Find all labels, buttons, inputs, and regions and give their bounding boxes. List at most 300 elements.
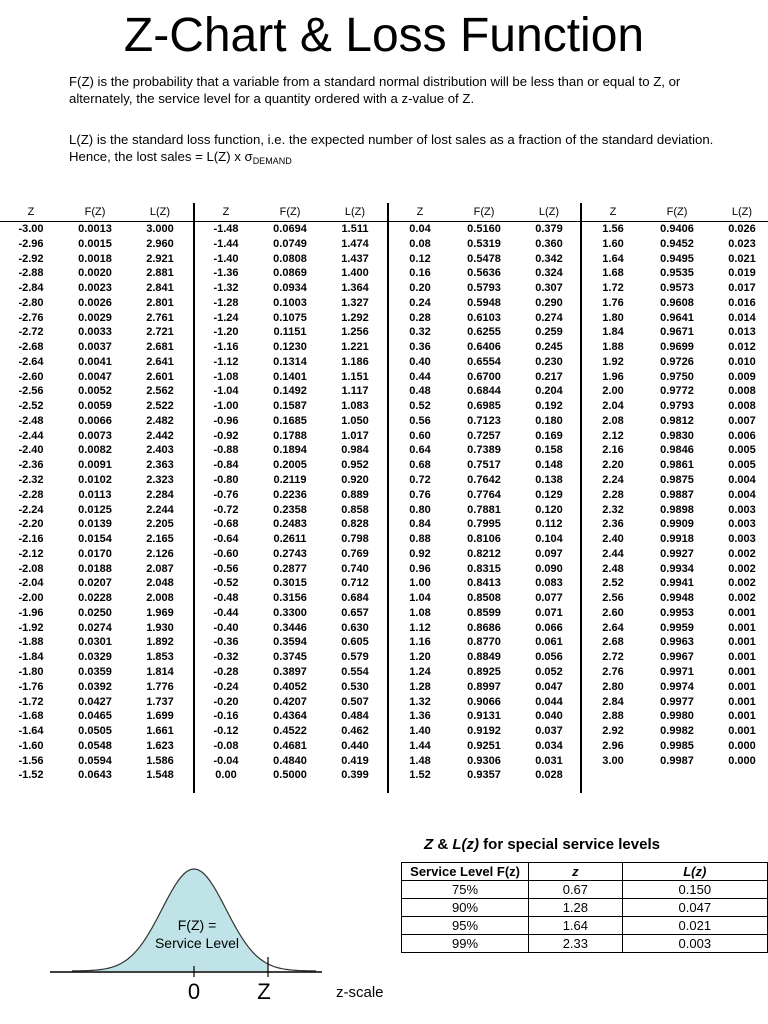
column-header-z: Z <box>27 206 35 218</box>
table-row <box>195 237 387 252</box>
cell-z: 1.76 <box>602 296 624 309</box>
cell-z: -1.24 <box>213 311 239 324</box>
table-row <box>389 458 580 473</box>
table-row <box>195 739 387 754</box>
lz-definition-text: L(Z) is the standard loss function, i.e. the expected number of lost sales as a fraction of the standard deviation. Hence, the lost sales = L(Z) x σ <box>69 132 714 164</box>
cell-z: -0.44 <box>213 606 239 619</box>
cell-fz: 0.9971 <box>660 665 694 678</box>
cell-z: 1.24 <box>409 665 431 678</box>
table-row <box>195 576 387 591</box>
cell-z: 1.48 <box>409 754 431 767</box>
axis-label-z-scale: z-scale <box>336 984 384 1001</box>
axis-label-zero: 0 <box>187 979 201 1004</box>
cell-z: -1.08 <box>213 370 239 383</box>
cell-lz: 0.066 <box>535 621 563 634</box>
cell-fz: 0.2358 <box>273 503 307 516</box>
table-row <box>195 665 387 680</box>
cell-fz: 0.0188 <box>78 562 112 575</box>
cell-z: 2.12 <box>602 429 624 442</box>
cell-fz: 0.0082 <box>78 444 112 457</box>
table-row <box>195 370 387 385</box>
cell-lz: 1.117 <box>341 385 369 398</box>
cell-z: -0.36 <box>213 636 239 649</box>
table-header-row <box>582 205 768 222</box>
table-row <box>0 355 193 370</box>
fz-definition: F(Z) is the probability that a variable from a standard normal distribution will be less than or equal to Z, or alternately, the service level for a quantity ordered with a z-value of Z. <box>69 74 681 106</box>
cell-fz: 0.0207 <box>78 577 112 590</box>
table-row <box>195 473 387 488</box>
cell-lz: 0.605 <box>341 636 369 649</box>
z-table <box>0 203 768 795</box>
table-row <box>195 266 387 281</box>
cell-fz: 0.0170 <box>78 547 112 560</box>
cell-fz: 0.7389 <box>467 444 501 457</box>
cell-lz: 2.205 <box>146 518 174 531</box>
cell-lz: 0.002 <box>728 547 756 560</box>
page-title: Z-Chart & Loss Function <box>123 9 645 62</box>
cell-lz: 0.003 <box>728 533 756 546</box>
cell-fz: 0.0250 <box>78 606 112 619</box>
table-group-2 <box>195 203 389 793</box>
cell-lz: 1.364 <box>341 282 369 295</box>
cell-lz: 0.798 <box>341 533 369 546</box>
cell-z: 1.28 <box>409 680 431 693</box>
cell-lz: 0.712 <box>341 577 369 590</box>
cell-lz: 0.158 <box>535 444 563 457</box>
cell-fz: 0.5319 <box>467 237 501 250</box>
cell-fz: 0.8106 <box>467 533 501 546</box>
cell-z: -1.36 <box>213 267 239 280</box>
table-row <box>389 547 580 562</box>
cell-fz: 0.9980 <box>660 710 694 723</box>
cell-fz: 0.9830 <box>660 429 694 442</box>
cell-fz: 0.9948 <box>660 592 694 605</box>
cell-lz: 0.017 <box>728 282 756 295</box>
cell-fz: 0.9959 <box>660 621 694 634</box>
cell-lz: 2.323 <box>146 474 174 487</box>
cell-lz: 0.012 <box>728 341 756 354</box>
table-row <box>195 340 387 355</box>
cell-fz: 0.9967 <box>660 651 694 664</box>
cell-fz: 0.2611 <box>273 533 307 546</box>
cell-lz: 2.960 <box>146 237 174 250</box>
cell-fz: 0.4840 <box>273 754 307 767</box>
cell-z: -1.48 <box>213 223 239 235</box>
table-row <box>0 473 193 488</box>
cell-lz: 0.037 <box>535 725 563 738</box>
cell-fz: 0.0869 <box>273 267 307 280</box>
cell-lz: 0.005 <box>728 459 756 472</box>
cell-fz: 0.6985 <box>467 400 501 413</box>
cell-fz: 0.9987 <box>660 754 694 767</box>
cell-lz: 1.221 <box>341 341 369 354</box>
special-title-z: Z <box>424 836 434 853</box>
special-title-rest: for special service levels <box>479 836 660 853</box>
cell-lz: 0.097 <box>535 547 563 560</box>
cell-z: -1.96 <box>18 606 44 619</box>
cell-z: -2.60 <box>18 370 44 383</box>
cell-fz: 0.9974 <box>660 680 694 693</box>
cell-lz: 0.440 <box>341 739 369 752</box>
table-row <box>389 503 580 518</box>
cell-fz: 0.8413 <box>467 577 501 590</box>
table-row <box>195 429 387 444</box>
cell-z: -0.64 <box>213 533 239 546</box>
special-header-row <box>402 863 768 881</box>
table-row <box>389 517 580 532</box>
cell-lz: 2.165 <box>146 533 174 546</box>
cell-lz: 0.061 <box>535 636 563 649</box>
service-level-area <box>72 869 268 971</box>
column-header-lz: L(Z) <box>149 206 171 218</box>
cell-fz: 0.8212 <box>467 547 501 560</box>
header-z: z <box>529 863 622 881</box>
cell-fz: 0.9406 <box>660 223 694 235</box>
cell-lz: 2.681 <box>146 341 174 354</box>
cell-lz: 0.828 <box>341 518 369 531</box>
cell-fz: 0.5160 <box>467 223 501 235</box>
cell-lz: 0.016 <box>728 296 756 309</box>
cell-fz: 0.7517 <box>467 459 501 472</box>
cell-z: 1.80 <box>602 311 624 324</box>
cell-lz: 0.056 <box>535 651 563 664</box>
cell-z: -1.00 <box>213 400 239 413</box>
table-row <box>582 621 768 636</box>
cell-lz: 0.021 <box>728 252 756 265</box>
cell-z: 0.80 <box>409 503 431 516</box>
cell-fz: 0.9573 <box>660 282 694 295</box>
cell-fz: 0.0228 <box>78 592 112 605</box>
cell-lz: 0.052 <box>535 665 563 678</box>
cell-z: 0.48 <box>409 385 431 398</box>
cell-lz: 1.586 <box>146 754 174 767</box>
table-row <box>582 488 768 503</box>
cell-lz: 1.437 <box>341 252 369 265</box>
cell-z: 2.00 <box>602 385 624 398</box>
cell-lz: 0.138 <box>535 474 563 487</box>
cell-fz: 0.0694 <box>273 223 307 235</box>
cell-z: -2.56 <box>18 385 44 398</box>
cell-z: -1.12 <box>213 355 239 368</box>
cell-lz: 0.001 <box>728 695 756 708</box>
table-row <box>389 665 580 680</box>
cell-z: -0.20 <box>213 695 239 708</box>
header-service-level: Service Level F(z) <box>402 863 529 881</box>
table-row <box>389 281 580 296</box>
table-row <box>582 517 768 532</box>
cell-z: 0.40 <box>409 355 431 368</box>
cell-fz: 0.0125 <box>78 503 112 516</box>
table-row <box>582 325 768 340</box>
cell-lz: 0.026 <box>728 223 756 235</box>
table-row <box>389 384 580 399</box>
cell-fz: 0.9934 <box>660 562 694 575</box>
table-row <box>195 547 387 562</box>
table-row <box>0 547 193 562</box>
cell-lz: 0.148 <box>535 459 563 472</box>
column-header-lz: L(Z) <box>538 206 560 218</box>
cell-z: -2.20 <box>18 518 44 531</box>
cell-lz: 0.684 <box>341 592 369 605</box>
cell-fz: 0.5636 <box>467 267 501 280</box>
cell-z: -2.92 <box>18 252 44 265</box>
cell-lz: 1.186 <box>341 355 369 368</box>
cell-z: 0.04 <box>409 223 431 235</box>
cell-z: 2.68 <box>602 636 624 649</box>
table-row <box>582 754 768 769</box>
cell-z: 1.32 <box>409 695 431 708</box>
cell-lz: 0.204 <box>535 385 563 398</box>
cell-z: 0.96 <box>409 562 431 575</box>
cell-z: 1.08 <box>409 606 431 619</box>
table-row <box>0 591 193 606</box>
cell-fz: 0.9861 <box>660 459 694 472</box>
cell-z: 2.44 <box>602 547 624 560</box>
cell-z: 1.00 <box>409 577 431 590</box>
special-cell-service-level: 75% <box>402 881 529 899</box>
cell-fz: 0.0015 <box>78 237 112 250</box>
table-row <box>389 709 580 724</box>
cell-lz: 0.740 <box>341 562 369 575</box>
cell-lz: 0.001 <box>728 710 756 723</box>
table-row <box>0 414 193 429</box>
cell-z: 2.84 <box>602 695 624 708</box>
cell-z: -1.20 <box>213 326 239 339</box>
cell-fz: 0.9941 <box>660 577 694 590</box>
cell-z: -0.56 <box>213 562 239 575</box>
cell-lz: 1.511 <box>341 223 369 235</box>
cell-z: -0.68 <box>213 518 239 531</box>
cell-z: 1.68 <box>602 267 624 280</box>
special-title-amp: & <box>433 836 453 853</box>
table-row <box>389 606 580 621</box>
cell-lz: 0.001 <box>728 665 756 678</box>
cell-z: 0.88 <box>409 533 431 546</box>
cell-z: -1.72 <box>18 695 44 708</box>
cell-lz: 0.005 <box>728 444 756 457</box>
cell-fz: 0.0359 <box>78 665 112 678</box>
cell-z: 1.12 <box>409 621 431 634</box>
cell-lz: 0.920 <box>341 474 369 487</box>
cell-lz: 2.403 <box>146 444 174 457</box>
cell-lz: 2.048 <box>146 577 174 590</box>
cell-z: 2.52 <box>602 577 624 590</box>
cell-fz: 0.7257 <box>467 429 501 442</box>
cell-fz: 0.0037 <box>78 341 112 354</box>
cell-z: 0.68 <box>409 459 431 472</box>
cell-fz: 0.9357 <box>467 769 501 782</box>
table-row <box>195 754 387 769</box>
special-cell-z: 0.67 <box>529 881 622 899</box>
cell-fz: 0.0091 <box>78 459 112 472</box>
cell-lz: 2.087 <box>146 562 174 575</box>
cell-fz: 0.9977 <box>660 695 694 708</box>
cell-fz: 0.4681 <box>273 739 307 752</box>
cell-z: -2.52 <box>18 400 44 413</box>
cell-fz: 0.8686 <box>467 621 501 634</box>
cell-fz: 0.9985 <box>660 739 694 752</box>
cell-lz: 2.126 <box>146 547 174 560</box>
cell-lz: 1.969 <box>146 606 174 619</box>
cell-lz: 1.083 <box>341 400 369 413</box>
cell-fz: 0.9251 <box>467 739 501 752</box>
special-cell-z: 1.28 <box>529 899 622 917</box>
cell-fz: 0.2877 <box>273 562 307 575</box>
cell-lz: 0.419 <box>341 754 369 767</box>
table-row <box>389 414 580 429</box>
cell-fz: 0.0749 <box>273 237 307 250</box>
cell-fz: 0.0059 <box>78 400 112 413</box>
cell-fz: 0.0102 <box>78 474 112 487</box>
special-cell-z: 2.33 <box>529 935 622 953</box>
table-row <box>195 680 387 695</box>
cell-fz: 0.1685 <box>273 414 307 427</box>
cell-fz: 0.0052 <box>78 385 112 398</box>
cell-fz: 0.7764 <box>467 488 501 501</box>
cell-z: 2.08 <box>602 414 624 427</box>
cell-lz: 0.169 <box>535 429 563 442</box>
table-row <box>389 650 580 665</box>
cell-z: 0.44 <box>409 370 431 383</box>
cell-z: 1.88 <box>602 341 624 354</box>
cell-fz: 0.9726 <box>660 355 694 368</box>
table-row <box>582 635 768 650</box>
cell-z: -0.40 <box>213 621 239 634</box>
cell-fz: 0.5948 <box>467 296 501 309</box>
cell-lz: 0.001 <box>728 680 756 693</box>
cell-fz: 0.9927 <box>660 547 694 560</box>
cell-fz: 0.9982 <box>660 725 694 738</box>
cell-lz: 0.245 <box>535 341 563 354</box>
special-cell-z: 1.64 <box>529 917 622 935</box>
table-row <box>582 355 768 370</box>
table-row <box>0 311 193 326</box>
cell-fz: 0.8997 <box>467 680 501 693</box>
cell-lz: 0.129 <box>535 488 563 501</box>
cell-fz: 0.0066 <box>78 414 112 427</box>
cell-lz: 0.112 <box>535 518 563 531</box>
cell-z: -0.80 <box>213 474 239 487</box>
cell-fz: 0.0018 <box>78 252 112 265</box>
cell-fz: 0.3745 <box>273 651 307 664</box>
table-row <box>195 517 387 532</box>
table-row <box>582 695 768 710</box>
table-row <box>195 488 387 503</box>
table-row <box>389 237 580 252</box>
cell-lz: 0.324 <box>535 267 563 280</box>
column-header-fz: F(Z) <box>84 206 106 218</box>
cell-lz: 1.548 <box>146 769 174 782</box>
table-row <box>0 399 193 414</box>
cell-fz: 0.0139 <box>78 518 112 531</box>
cell-fz: 0.0026 <box>78 296 112 309</box>
cell-fz: 0.9306 <box>467 754 501 767</box>
cell-fz: 0.0073 <box>78 429 112 442</box>
cell-lz: 0.040 <box>535 710 563 723</box>
table-row <box>195 443 387 458</box>
cell-fz: 0.0033 <box>78 326 112 339</box>
table-row <box>0 222 193 237</box>
table-row <box>582 562 768 577</box>
cell-lz: 2.761 <box>146 311 174 324</box>
cell-lz: 0.031 <box>535 754 563 767</box>
table-row <box>0 281 193 296</box>
special-cell-service-level: 95% <box>402 917 529 935</box>
table-row <box>195 606 387 621</box>
table-row <box>195 621 387 636</box>
cell-fz: 0.7123 <box>467 414 501 427</box>
cell-fz: 0.0465 <box>78 710 112 723</box>
cell-fz: 0.9812 <box>660 414 694 427</box>
cell-z: -1.60 <box>18 739 44 752</box>
cell-fz: 0.0154 <box>78 533 112 546</box>
cell-lz: 0.342 <box>535 252 563 265</box>
cell-z: 0.56 <box>409 414 431 427</box>
cell-z: -0.16 <box>213 710 239 723</box>
cell-lz: 0.984 <box>341 444 369 457</box>
cell-z: -2.48 <box>18 414 44 427</box>
table-row <box>0 665 193 680</box>
table-row <box>582 680 768 695</box>
cell-lz: 0.530 <box>341 680 369 693</box>
table-row <box>195 768 387 783</box>
cell-z: -1.80 <box>18 665 44 678</box>
cell-lz: 2.008 <box>146 592 174 605</box>
cell-lz: 1.327 <box>341 296 369 309</box>
table-row <box>389 532 580 547</box>
column-header-fz: F(Z) <box>666 206 688 218</box>
cell-z: 0.00 <box>215 769 237 782</box>
cell-lz: 0.003 <box>728 518 756 531</box>
cell-z: -1.44 <box>213 237 239 250</box>
cell-lz: 0.290 <box>535 296 563 309</box>
cell-lz: 0.028 <box>535 769 563 782</box>
cell-z: -2.80 <box>18 296 44 309</box>
table-row <box>195 458 387 473</box>
cell-lz: 0.307 <box>535 282 563 295</box>
column-header-lz: L(Z) <box>731 206 753 218</box>
cell-z: 0.76 <box>409 488 431 501</box>
table-row <box>195 709 387 724</box>
table-row <box>582 473 768 488</box>
cell-z: 0.24 <box>409 296 431 309</box>
cell-lz: 0.002 <box>728 562 756 575</box>
cell-fz: 0.5478 <box>467 252 501 265</box>
cell-lz: 1.892 <box>146 636 174 649</box>
cell-lz: 0.014 <box>728 311 756 324</box>
cell-lz: 1.292 <box>341 311 369 324</box>
cell-lz: 0.077 <box>535 592 563 605</box>
table-row <box>389 429 580 444</box>
table-row <box>582 311 768 326</box>
table-row <box>389 724 580 739</box>
cell-z: -2.68 <box>18 341 44 354</box>
cell-z: -0.52 <box>213 577 239 590</box>
cell-fz: 0.9608 <box>660 296 694 309</box>
cell-lz: 1.151 <box>341 370 369 383</box>
cell-lz: 2.641 <box>146 355 174 368</box>
cell-lz: 1.400 <box>341 267 369 280</box>
cell-fz: 0.4052 <box>273 680 307 693</box>
cell-fz: 0.8599 <box>467 606 501 619</box>
table-row <box>195 355 387 370</box>
cell-fz: 0.2743 <box>273 547 307 560</box>
cell-z: 1.84 <box>602 326 624 339</box>
table-row <box>0 443 193 458</box>
cell-fz: 0.9793 <box>660 400 694 413</box>
table-row <box>389 680 580 695</box>
cell-lz: 2.482 <box>146 414 174 427</box>
